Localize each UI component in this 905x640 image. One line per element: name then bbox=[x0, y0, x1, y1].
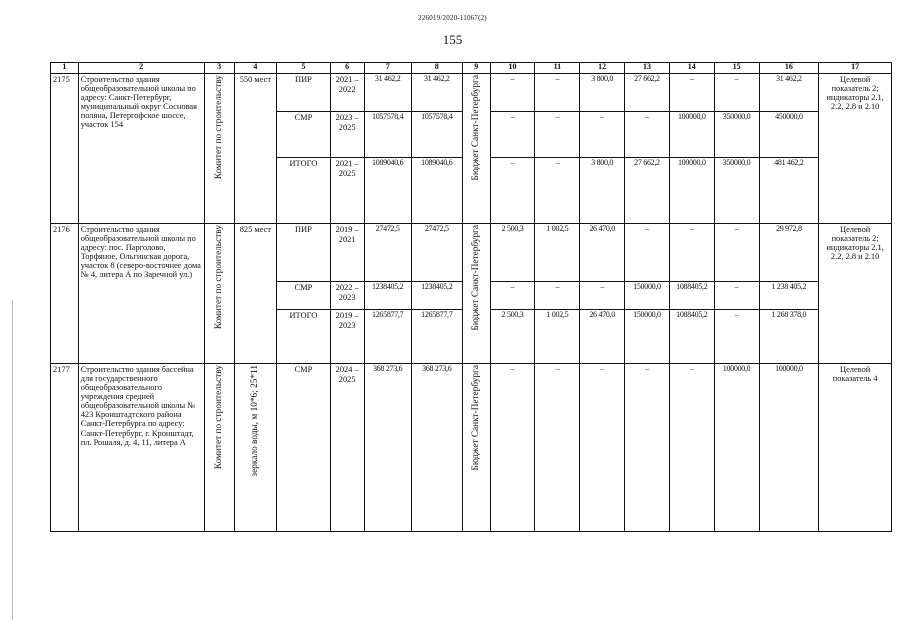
customer-label: Комитет по строительству bbox=[214, 225, 225, 330]
target-indicator: Целевой показатель 2; индикаторы 2.1, 2.2, 2.8 и 2.10 bbox=[819, 224, 892, 364]
value-col10: – bbox=[490, 282, 535, 310]
years: 2021 – 2025 bbox=[330, 158, 364, 224]
total-cost: 1057578,4 bbox=[364, 112, 411, 158]
value-col11: – bbox=[535, 74, 580, 112]
value-col14: 100000,0 bbox=[669, 112, 714, 158]
column-header: 17 bbox=[819, 63, 892, 74]
budget-cost: 1057578,4 bbox=[411, 112, 462, 158]
stage: ИТОГО bbox=[277, 310, 330, 364]
years: 2021 – 2022 bbox=[330, 74, 364, 112]
column-header: 9 bbox=[462, 63, 490, 74]
customer-cell bbox=[204, 224, 234, 364]
value-col12: 3 800,0 bbox=[580, 74, 625, 112]
value-col12: – bbox=[580, 282, 625, 310]
column-header: 5 bbox=[277, 63, 330, 74]
value-col15: 100000,0 bbox=[714, 364, 759, 532]
column-header: 12 bbox=[580, 63, 625, 74]
funding-source-cell bbox=[462, 224, 490, 364]
value-col16: 100000,0 bbox=[759, 364, 819, 532]
column-header: 14 bbox=[669, 63, 714, 74]
value-col12: 3 800,0 bbox=[580, 158, 625, 224]
funding-source-label: Бюджет Санкт-Петербурга bbox=[471, 75, 482, 181]
column-header: 13 bbox=[625, 63, 670, 74]
total-cost: 1089040,6 bbox=[364, 158, 411, 224]
value-col11: – bbox=[535, 158, 580, 224]
stage: ПИР bbox=[277, 224, 330, 282]
years: 2023 – 2025 bbox=[330, 112, 364, 158]
value-col16: 31 462,2 bbox=[759, 74, 819, 112]
stage: СМР bbox=[277, 364, 330, 532]
total-cost: 27472,5 bbox=[364, 224, 411, 282]
stage: СМР bbox=[277, 112, 330, 158]
years: 2022 – 2023 bbox=[330, 282, 364, 310]
total-cost: 31 462,2 bbox=[364, 74, 411, 112]
capacity: зеркало воды, м 10*6; 25*11 bbox=[250, 365, 261, 477]
program-table bbox=[50, 62, 892, 532]
object-name: Строительство здания общеобразовательной школы по адресу: пос. Парголово, Торфяное, Ольгинская дорога, участок 8 (северо-восточнее дома № 4, литера А по Заречной ул.) bbox=[78, 224, 204, 364]
value-col14: – bbox=[669, 364, 714, 532]
funding-source-label: Бюджет Санкт-Петербурга bbox=[471, 225, 482, 331]
budget-cost: 1089040,6 bbox=[411, 158, 462, 224]
value-col10: 2 500,3 bbox=[490, 310, 535, 364]
value-col10: – bbox=[490, 74, 535, 112]
value-col13: – bbox=[625, 112, 670, 158]
customer-label: Комитет по строительству bbox=[214, 75, 225, 180]
value-col15: 350000,0 bbox=[714, 112, 759, 158]
value-col16: 29 972,8 bbox=[759, 224, 819, 282]
capacity: 550 мест bbox=[234, 74, 277, 224]
customer-cell bbox=[204, 364, 234, 532]
customer-cell bbox=[204, 74, 234, 224]
budget-cost: 368 273,6 bbox=[411, 364, 462, 532]
object-name: Строительство здания общеобразовательной школы по адресу: Санкт-Петербург, муниципальный округ Сосновая поляна, Петергофское шоссе, участок 154 bbox=[78, 74, 204, 224]
table-row bbox=[51, 74, 892, 112]
value-col14: – bbox=[669, 74, 714, 112]
column-header: 6 bbox=[330, 63, 364, 74]
column-header: 2 bbox=[78, 63, 204, 74]
value-col15: 350000,0 bbox=[714, 158, 759, 224]
column-header: 8 bbox=[411, 63, 462, 74]
budget-cost: 27472,5 bbox=[411, 224, 462, 282]
table-row bbox=[51, 224, 892, 282]
value-col15: – bbox=[714, 282, 759, 310]
funding-source-label: Бюджет Санкт-Петербурга bbox=[471, 365, 482, 471]
column-header: 10 bbox=[490, 63, 535, 74]
value-col14: 100000,0 bbox=[669, 158, 714, 224]
column-header: 4 bbox=[234, 63, 277, 74]
row-id: 2175 bbox=[51, 74, 79, 224]
value-col13: 150000,0 bbox=[625, 310, 670, 364]
value-col16: 450000,0 bbox=[759, 112, 819, 158]
stage: СМР bbox=[277, 282, 330, 310]
object-name: Строительство здания бассейна для государственного общеобразовательного учреждения средней общеобразовательной школы № 423 Кронштадтского района Санкт-Петербурга по адресу: Санкт-Петербург, г. Кронштадт, пл. Рошаля, д. 4, 11, литера А bbox=[78, 364, 204, 532]
column-header: 15 bbox=[714, 63, 759, 74]
target-indicator: Целевой показатель 2; индикаторы 2.1, 2.2, 2.8 и 2.10 bbox=[819, 74, 892, 224]
value-col14: – bbox=[669, 224, 714, 282]
budget-cost: 31 462,2 bbox=[411, 74, 462, 112]
value-col11: 1 002,5 bbox=[535, 310, 580, 364]
column-header: 16 bbox=[759, 63, 819, 74]
funding-source-cell bbox=[462, 364, 490, 532]
row-id: 2177 bbox=[51, 364, 79, 532]
years: 2024 – 2025 bbox=[330, 364, 364, 532]
target-indicator: Целевой показатель 4 bbox=[819, 364, 892, 532]
total-cost: 368 273,6 bbox=[364, 364, 411, 532]
value-col13: 150000,0 bbox=[625, 282, 670, 310]
budget-cost: 1265877,7 bbox=[411, 310, 462, 364]
capacity-cell bbox=[234, 364, 277, 532]
column-header: 3 bbox=[204, 63, 234, 74]
column-header: 1 bbox=[51, 63, 79, 74]
total-cost: 1265877,7 bbox=[364, 310, 411, 364]
row-id: 2176 bbox=[51, 224, 79, 364]
value-col11: 1 002,5 bbox=[535, 224, 580, 282]
value-col16: 481 462,2 bbox=[759, 158, 819, 224]
page-number: 155 bbox=[442, 32, 463, 47]
value-col10: – bbox=[490, 158, 535, 224]
value-col10: – bbox=[490, 364, 535, 532]
value-col15: – bbox=[714, 224, 759, 282]
document-number: 226019/2020-11067(2) bbox=[418, 14, 487, 22]
value-col11: – bbox=[535, 282, 580, 310]
value-col12: 26 470,0 bbox=[580, 310, 625, 364]
value-col10: 2 500,3 bbox=[490, 224, 535, 282]
column-header: 7 bbox=[364, 63, 411, 74]
stage: ПИР bbox=[277, 74, 330, 112]
value-col15: – bbox=[714, 74, 759, 112]
years: 2019 – 2023 bbox=[330, 310, 364, 364]
value-col14: 1088405,2 bbox=[669, 310, 714, 364]
value-col11: – bbox=[535, 112, 580, 158]
value-col16: 1 238 405,2 bbox=[759, 282, 819, 310]
value-col16: 1 268 378,0 bbox=[759, 310, 819, 364]
budget-cost: 1238405,2 bbox=[411, 282, 462, 310]
value-col13: 27 662,2 bbox=[625, 158, 670, 224]
funding-source-cell bbox=[462, 74, 490, 224]
column-header: 11 bbox=[535, 63, 580, 74]
value-col10: – bbox=[490, 112, 535, 158]
value-col12: 26 470,0 bbox=[580, 224, 625, 282]
value-col12: – bbox=[580, 112, 625, 158]
value-col13: 27 662,2 bbox=[625, 74, 670, 112]
capacity: 825 мест bbox=[234, 224, 277, 364]
stage: ИТОГО bbox=[277, 158, 330, 224]
value-col11: – bbox=[535, 364, 580, 532]
value-col15: – bbox=[714, 310, 759, 364]
value-col12: – bbox=[580, 364, 625, 532]
value-col13: – bbox=[625, 224, 670, 282]
scan-artifact-line bbox=[12, 300, 13, 620]
column-number-row bbox=[51, 63, 892, 74]
value-col14: 1088405,2 bbox=[669, 282, 714, 310]
table-row bbox=[51, 364, 892, 532]
customer-label: Комитет по строительству bbox=[214, 365, 225, 470]
value-col13: – bbox=[625, 364, 670, 532]
years: 2019 – 2021 bbox=[330, 224, 364, 282]
total-cost: 1238405,2 bbox=[364, 282, 411, 310]
